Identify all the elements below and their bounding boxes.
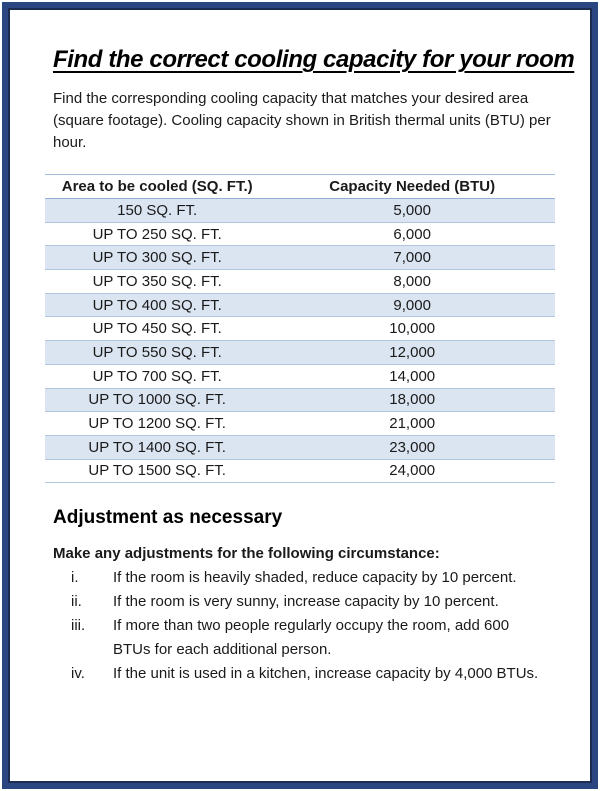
table-row (45, 341, 555, 365)
column-header-area: Area to be cooled (SQ. FT.) (45, 175, 269, 199)
intro-paragraph: Find the corresponding cooling capacity that matches your desired area (square footage). Cooling capacity shown in British thermal units (BTU) per hour. (53, 90, 551, 151)
capacity-cell: 8,000 (269, 270, 555, 294)
capacity-cell: 7,000 (269, 246, 555, 270)
adjustment-intro: Make any adjustments for the following circumstance: (53, 545, 440, 563)
table-row (45, 388, 555, 412)
list-item (45, 662, 560, 686)
capacity-cell: 14,000 (269, 364, 555, 388)
area-cell: UP TO 700 SQ. FT. (45, 364, 269, 388)
page-title: Find the correct cooling capacity for your room (53, 46, 575, 73)
capacity-cell: 18,000 (269, 388, 555, 412)
area-cell: UP TO 450 SQ. FT. (45, 317, 269, 341)
capacity-cell: 24,000 (269, 459, 555, 483)
area-cell: UP TO 550 SQ. FT. (45, 341, 269, 365)
area-cell: UP TO 1400 SQ. FT. (45, 435, 269, 459)
table-row (45, 293, 555, 317)
capacity-cell: 23,000 (269, 435, 555, 459)
table-row (45, 459, 555, 483)
list-item (45, 614, 560, 662)
list-item (45, 566, 560, 590)
area-cell: UP TO 350 SQ. FT. (45, 270, 269, 294)
column-header-capacity: Capacity Needed (BTU) (269, 175, 555, 199)
table-row (45, 317, 555, 341)
table-header-row (45, 175, 555, 199)
table-row (45, 246, 555, 270)
table-row (45, 222, 555, 246)
capacity-cell: 10,000 (269, 317, 555, 341)
list-item-marker: ii. (71, 593, 82, 611)
adjustment-heading: Adjustment as necessary (53, 507, 283, 529)
capacity-cell: 21,000 (269, 412, 555, 436)
document-content (45, 0, 575, 686)
area-cell: UP TO 1500 SQ. FT. (45, 459, 269, 483)
table-row (45, 364, 555, 388)
list-item-marker: iv. (71, 665, 85, 683)
capacity-cell: 12,000 (269, 341, 555, 365)
list-item-text: If the unit is used in a kitchen, increase capacity by 4,000 BTUs. (113, 665, 539, 683)
capacity-cell: 5,000 (269, 199, 555, 223)
area-cell: UP TO 1000 SQ. FT. (45, 388, 269, 412)
area-cell: UP TO 400 SQ. FT. (45, 293, 269, 317)
area-cell: UP TO 300 SQ. FT. (45, 246, 269, 270)
area-cell: UP TO 1200 SQ. FT. (45, 412, 269, 436)
list-item-marker: iii. (71, 617, 86, 635)
capacity-cell: 6,000 (269, 222, 555, 246)
area-cell: UP TO 250 SQ. FT. (45, 222, 269, 246)
table-row (45, 435, 555, 459)
capacity-cell: 9,000 (269, 293, 555, 317)
area-cell: 150 SQ. FT. (45, 199, 269, 223)
list-item-marker: i. (71, 569, 79, 587)
cooling-capacity-table (45, 174, 555, 483)
adjustment-list (45, 566, 560, 686)
table-row (45, 412, 555, 436)
list-item-text: If the room is heavily shaded, reduce capacity by 10 percent. (113, 569, 517, 587)
list-item (45, 590, 560, 614)
list-item-text: If the room is very sunny, increase capacity by 10 percent. (113, 593, 499, 611)
table-row (45, 270, 555, 294)
list-item-text: If more than two people regularly occupy the room, add 600 BTUs for each additional person. (113, 617, 510, 659)
table-row (45, 199, 555, 223)
